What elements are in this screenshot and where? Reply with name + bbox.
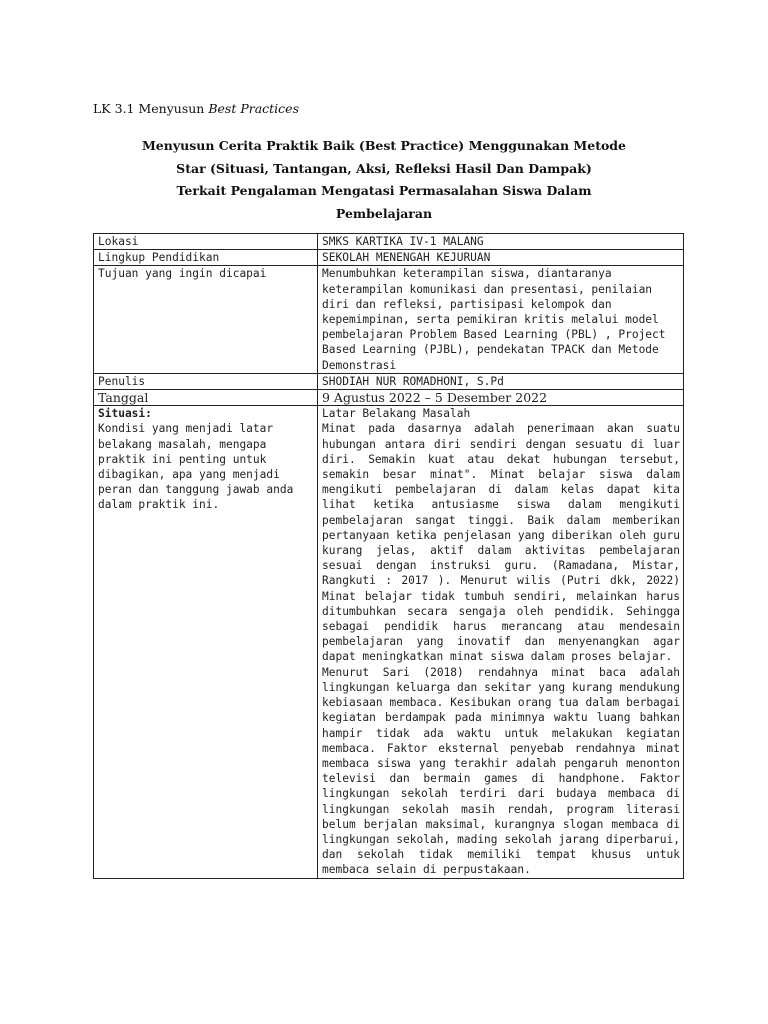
value-tanggal: 9 Agustus 2022 – 5 Desember 2022 [318,390,684,406]
worksheet-label-prefix: LK 3.1 Menyusun [93,101,209,116]
row-situasi [94,406,684,878]
heading-line: Menyusun Cerita Praktik Baik (Best Practice) Menggunakan Metode [141,138,627,153]
worksheet-label [93,101,299,116]
row-tujuan [94,266,684,373]
situasi-label-cell [94,406,318,878]
document-heading [100,135,668,225]
row-tanggal [94,390,684,406]
heading-line: Pembelajaran [335,205,433,221]
label-penulis: Penulis [94,373,318,389]
value-lingkup-pendidikan: SEKOLAH MENENGAH KEJURUAN [318,250,684,266]
value-penulis: SHODIAH NUR ROMADHONI, S.Pd [318,373,684,389]
heading-line: Terkait Pengalaman Mengatasi Permasalahan Siswa Dalam [176,183,592,198]
row-penulis [94,373,684,389]
label-lokasi: Lokasi [94,234,318,250]
situasi-description: Kondisi yang menjadi latar belakang masalah, mengapa praktik ini penting untuk dibagikan, apa yang menjadi peran dan tanggung jawab anda dalam praktik ini. [98,422,294,512]
value-lokasi: SMKS KARTIKA IV-1 MALANG [318,234,684,250]
value-tujuan: Menumbuhkan keterampilan siswa, diantaranya keterampilan komunikasi dan presentasi, penilaian diri dan refleksi, partisipasi kelompok dan kepemimpinan, serta pemikiran kritis melalui model pembelajaran Problem Based Learning (PBL) , Project Based Learning (PJBL), pendekatan TPACK dan Metode Demonstrasi [318,266,684,373]
label-lingkup-pendidikan: Lingkup Pendidikan [94,250,318,266]
worksheet-label-italic: Best Practices [208,101,299,116]
label-tanggal: Tanggal [94,390,318,406]
row-lingkup-pendidikan [94,250,684,266]
row-lokasi [94,234,684,250]
situasi-subheading: Latar Belakang Masalah [322,407,471,421]
label-situasi: Situasi: [98,407,152,421]
situasi-content-cell [318,406,684,878]
label-tujuan: Tujuan yang ingin dicapai [94,266,318,373]
situasi-paragraph-1: Minat pada dasarnya adalah penerimaan akan suatu hubungan antara diri sendiri dengan sesuatu di luar diri. Semakin kuat atau dekat hubungan tersebut, semakin besar minat". Minat belajar siswa dalam mengikuti pembelajaran di dalam kelas dapat kita lihat ketika antusiasme siswa dalam mengikuti pembelajaran sangat tinggi. Baik dalam memberikan pertanyaan ketika penjelasan yang diberikan oleh guru kurang jelas, aktif dalam aktivitas pembelajaran sesuai dengan instruksi guru. (Ramadana, Mistar, Rangkuti : 2017 ). Menurut wilis (Putri dkk, 2022) Minat belajar tidak tumbuh sendiri, melainkan harus ditumbuhkan secara sengaja oleh pendidik. Sehingga sebagai pendidik harus merancang atau mendesain pembelajaran yang inovatif dan menyenangkan agar dapat meningkatkan minat siswa dalam proses belajar. [322,422,680,664]
heading-line: Star (Situasi, Tantangan, Aksi, Refleksi Hasil Dan Dampak) [176,160,592,176]
situasi-paragraph-2: Menurut Sari (2018) rendahnya minat baca adalah lingkungan keluarga dan sekitar yang kurang mendukung kebiasaan membaca. Kesibukan orang tua dalam berbagai kegiatan berdampak pada minimnya waktu luang bahkan hampir tidak ada waktu untuk melakukan kegiatan membaca. Faktor eksternal penyebab rendahnya minat membaca siswa yang terakhir adalah pengaruh menonton televisi dan bermain games di handphone. Faktor lingkungan sekolah terdiri dari budaya membaca di lingkungan sekolah masih rendah, program literasi belum berjalan maksimal, kurangnya slogan membaca di lingkungan sekolah, mading sekolah jarang diperbarui, dan sekolah tidak memiliki tempat khusus untuk membaca selain di perpustakaan. [322,665,680,877]
practice-form-table [93,233,684,879]
